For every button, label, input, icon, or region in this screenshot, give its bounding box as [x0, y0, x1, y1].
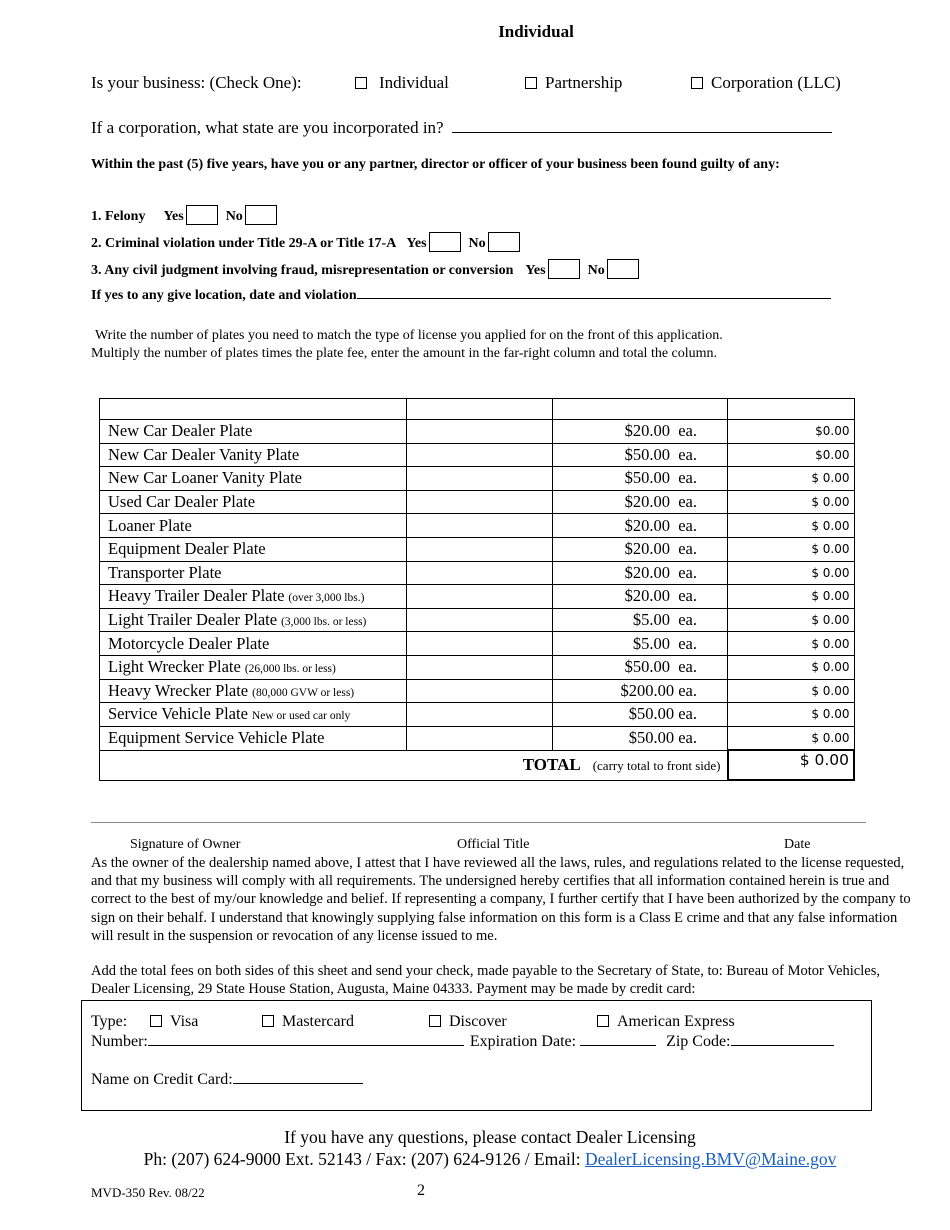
guilty-item-label: 2. Criminal violation under Title 29-A or Title 17-A	[91, 236, 397, 252]
header-cell	[553, 399, 728, 420]
official-title-label: Official Title	[457, 837, 530, 852]
plate-name: Used Car Dealer Plate	[108, 492, 256, 512]
total-label: TOTAL	[522, 755, 581, 775]
option-partnership-label: Partnership	[545, 73, 623, 92]
table-header-row	[100, 399, 855, 420]
plate-fee: $50.00 ea.	[553, 467, 728, 491]
plate-name-cell	[100, 514, 407, 538]
no-label: No	[225, 209, 243, 225]
card-name-row	[91, 1071, 363, 1089]
total-note: (carry total to front side)	[592, 758, 721, 774]
plate-quantity-field[interactable]	[407, 726, 553, 750]
plate-fee: $20.00 ea.	[553, 561, 728, 585]
plate-name: Heavy Wrecker Plate	[108, 680, 249, 700]
plate-name: Loaner Plate	[108, 515, 192, 535]
table-row	[100, 679, 855, 703]
plate-note: (26,000 lbs. or less)	[244, 663, 336, 676]
plate-quantity-field[interactable]	[407, 443, 553, 467]
page-number: 2	[417, 1182, 425, 1199]
total-label-cell	[100, 750, 728, 780]
plate-quantity-field[interactable]	[407, 703, 553, 727]
card-option-mastercard[interactable]	[262, 1013, 354, 1031]
plate-amount-field[interactable]: $ 0.00	[728, 537, 855, 561]
plate-name-cell	[100, 490, 407, 514]
plates-table	[99, 398, 855, 781]
table-row	[100, 561, 855, 585]
mastercard-checkbox[interactable]	[262, 1015, 274, 1027]
card-number-field[interactable]	[148, 1045, 464, 1046]
footer-contact: Ph: (207) 624-9000 Ext. 52143 / Fax: (207) 624-9126 / Email:	[143, 1149, 585, 1169]
plate-name-cell	[100, 632, 407, 656]
plate-name: Light Trailer Dealer Plate	[108, 610, 278, 630]
civil-yes-box[interactable]	[548, 259, 580, 279]
plate-name-cell	[100, 420, 407, 444]
plate-name: New Car Loaner Vanity Plate	[108, 468, 302, 488]
plate-name-cell	[100, 726, 407, 750]
table-row	[100, 467, 855, 491]
visa-checkbox[interactable]	[150, 1015, 162, 1027]
incorporation-state-field[interactable]	[452, 132, 832, 133]
credit-card-box	[81, 1000, 872, 1111]
felony-no-box[interactable]	[245, 205, 277, 225]
no-label: No	[468, 236, 486, 252]
plate-quantity-field[interactable]	[407, 585, 553, 609]
plate-name: Transporter Plate	[108, 562, 222, 582]
plate-fee: $20.00 ea.	[553, 585, 728, 609]
page-title: Individual	[498, 22, 574, 41]
option-individual[interactable]	[355, 73, 449, 93]
plate-name-cell	[100, 585, 407, 609]
table-row	[100, 726, 855, 750]
plate-quantity-field[interactable]	[407, 514, 553, 538]
felony-yes-box[interactable]	[186, 205, 218, 225]
plate-fee: $20.00 ea.	[553, 420, 728, 444]
instructions-line1: Write the number of plates you need to match the type of license you applied for on the front of this application.	[95, 328, 723, 343]
payment-instructions: Add the total fees on both sides of this sheet and send your check, made payable to the Secretary of State, to: Bureau of Motor Vehicles, Dealer Licensing, 29 State House Station, Augusta, Maine 04333. Payment may be made by credit card:	[91, 963, 880, 998]
guilty-intro: Within the past (5) five years, have you or any partner, director or officer of your business been found guilty of any:	[91, 157, 780, 172]
individual-checkbox[interactable]	[355, 77, 367, 89]
plate-note: New or used car only	[251, 710, 351, 723]
plate-amount-field[interactable]: $0.00	[728, 443, 855, 467]
table-row	[100, 537, 855, 561]
plate-fee: $5.00 ea.	[553, 632, 728, 656]
total-row	[100, 750, 855, 780]
card-option-amex[interactable]	[597, 1013, 735, 1031]
guilty-item-label: 3. Any civil judgment involving fraud, misrepresentation or conversion	[91, 263, 514, 279]
amex-checkbox[interactable]	[597, 1015, 609, 1027]
plate-amount-field[interactable]: $ 0.00	[728, 585, 855, 609]
plate-name-cell	[100, 608, 407, 632]
zip-label: Zip Code:	[666, 1033, 731, 1050]
plate-amount-field[interactable]: $ 0.00	[728, 655, 855, 679]
plate-note: (80,000 GVW or less)	[252, 686, 355, 699]
violation-details-field[interactable]	[357, 298, 831, 299]
no-label: No	[587, 263, 605, 279]
plate-amount-field[interactable]: $ 0.00	[728, 703, 855, 727]
corporation-checkbox[interactable]	[691, 77, 703, 89]
plate-fee: $20.00 ea.	[553, 490, 728, 514]
plate-name-cell	[100, 679, 407, 703]
total-value-field[interactable]: $ 0.00	[728, 750, 855, 780]
yes-label: Yes	[525, 263, 546, 279]
card-number-label: Number:	[91, 1033, 148, 1050]
plate-amount-field[interactable]: $0.00	[728, 420, 855, 444]
table-row	[100, 514, 855, 538]
guilty-followup: If yes to any give location, date and violation	[91, 288, 357, 303]
plate-name: Heavy Trailer Dealer Plate	[108, 586, 285, 606]
table-row	[100, 655, 855, 679]
card-discover-label: Discover	[449, 1013, 507, 1030]
zip-field[interactable]	[731, 1045, 834, 1046]
plate-quantity-field[interactable]	[407, 655, 553, 679]
plate-quantity-field[interactable]	[407, 608, 553, 632]
option-partnership[interactable]	[525, 73, 622, 93]
plate-note: (3,000 lbs. or less)	[281, 616, 367, 629]
plate-quantity-field[interactable]	[407, 561, 553, 585]
table-row	[100, 420, 855, 444]
plate-fee: $20.00 ea.	[553, 537, 728, 561]
card-mastercard-label: Mastercard	[282, 1013, 354, 1030]
signature-line[interactable]	[91, 822, 866, 823]
partnership-checkbox[interactable]	[525, 77, 537, 89]
plate-name: Equipment Dealer Plate	[108, 539, 266, 559]
plate-amount-field[interactable]: $ 0.00	[728, 608, 855, 632]
plate-name-cell	[100, 443, 407, 467]
plate-fee: $50.00 ea.	[553, 726, 728, 750]
card-option-discover[interactable]	[429, 1013, 507, 1031]
table-row	[100, 608, 855, 632]
yes-label: Yes	[163, 209, 184, 225]
option-individual-label: Individual	[379, 73, 449, 92]
yes-label: Yes	[406, 236, 427, 252]
plate-amount-field[interactable]: $ 0.00	[728, 514, 855, 538]
table-row	[100, 703, 855, 727]
table-row	[100, 490, 855, 514]
plate-amount-field[interactable]: $ 0.00	[728, 490, 855, 514]
plate-fee: $5.00 ea.	[553, 608, 728, 632]
plate-amount-field[interactable]: $ 0.00	[728, 467, 855, 491]
guilty-item-criminal	[91, 234, 528, 254]
plate-name-cell	[100, 467, 407, 491]
header-cell	[100, 399, 407, 420]
business-type-question: Is your business: (Check One):	[91, 73, 302, 92]
plate-amount-field[interactable]: $ 0.00	[728, 726, 855, 750]
plate-fee: $50.00 ea.	[553, 443, 728, 467]
plate-fee: $200.00 ea.	[553, 679, 728, 703]
card-option-visa[interactable]	[150, 1013, 198, 1031]
plate-amount-field[interactable]: $ 0.00	[728, 561, 855, 585]
expiration-label: Expiration Date:	[469, 1033, 577, 1050]
guilty-followup-row	[91, 288, 831, 304]
footer-contact-row	[0, 1149, 950, 1170]
plate-quantity-field[interactable]	[407, 420, 553, 444]
card-amex-label: American Express	[617, 1013, 735, 1030]
card-visa-label: Visa	[170, 1013, 199, 1030]
card-name-field[interactable]	[233, 1083, 363, 1084]
option-corporation[interactable]	[691, 73, 841, 93]
incorporation-question: If a corporation, what state are you incorporated in?	[91, 118, 444, 137]
criminal-no-box[interactable]	[488, 232, 520, 252]
card-number-row	[91, 1033, 834, 1051]
plate-name: Equipment Service Vehicle Plate	[108, 728, 325, 748]
plate-name: Motorcycle Dealer Plate	[108, 633, 270, 653]
plate-name-cell	[100, 537, 407, 561]
discover-checkbox[interactable]	[429, 1015, 441, 1027]
plate-quantity-field[interactable]	[407, 537, 553, 561]
table-row	[100, 585, 855, 609]
plate-amount-field[interactable]: $ 0.00	[728, 679, 855, 703]
plate-name: New Car Dealer Vanity Plate	[108, 444, 300, 464]
plate-amount-field[interactable]: $ 0.00	[728, 632, 855, 656]
option-corporation-label: Corporation (LLC)	[711, 73, 841, 92]
plate-note: (over 3,000 lbs.)	[288, 592, 365, 605]
table-row	[100, 443, 855, 467]
guilty-item-civil	[91, 261, 647, 281]
header-cell	[728, 399, 855, 420]
civil-no-box[interactable]	[607, 259, 639, 279]
plate-quantity-field[interactable]	[407, 467, 553, 491]
guilty-item-felony	[91, 207, 285, 227]
incorporation-row	[91, 118, 832, 138]
header-cell	[407, 399, 553, 420]
plate-quantity-field[interactable]	[407, 490, 553, 514]
plate-fee: $20.00 ea.	[553, 514, 728, 538]
email-link[interactable]: DealerLicensing.BMV@Maine.gov	[585, 1149, 837, 1169]
form-id: MVD-350 Rev. 08/22	[91, 1185, 205, 1200]
plate-quantity-field[interactable]	[407, 632, 553, 656]
plate-name-cell	[100, 561, 407, 585]
plate-quantity-field[interactable]	[407, 679, 553, 703]
plate-name: Light Wrecker Plate	[108, 657, 241, 677]
attestation-text: As the owner of the dealership named above, I attest that I have reviewed all the laws, rules, and regulations related to the license requested, and that my business will comply with all requirements. The undersigned hereby certifies that all information contained herein is true and correct to the best of my/our knowledge and belief. If representing a company, I further certify that I have been authorized by the company to sign on their behalf. I understand that knowingly supplying false information on this form is a Class E crime and that any false information will result in the suspension or revocation of any license issued to me.	[91, 855, 911, 944]
expiration-field[interactable]	[580, 1045, 656, 1046]
plate-name: New Car Dealer Plate	[108, 421, 253, 441]
card-name-label: Name on Credit Card:	[91, 1071, 233, 1088]
guilty-item-label: 1. Felony	[91, 209, 146, 225]
plate-fee: $50.00 ea.	[553, 655, 728, 679]
table-row	[100, 632, 855, 656]
plate-name-cell	[100, 703, 407, 727]
instructions-line2: Multiply the number of plates times the plate fee, enter the amount in the far-right column and total the column.	[91, 346, 718, 361]
card-type-label: Type:	[91, 1013, 128, 1030]
criminal-yes-box[interactable]	[429, 232, 461, 252]
plate-name: Service Vehicle Plate	[108, 704, 248, 724]
footer-line1: If you have any questions, please contact Dealer Licensing	[284, 1127, 696, 1147]
plate-name-cell	[100, 655, 407, 679]
date-label: Date	[784, 837, 811, 852]
plate-fee: $50.00 ea.	[553, 703, 728, 727]
signature-owner-label: Signature of Owner	[130, 837, 241, 852]
